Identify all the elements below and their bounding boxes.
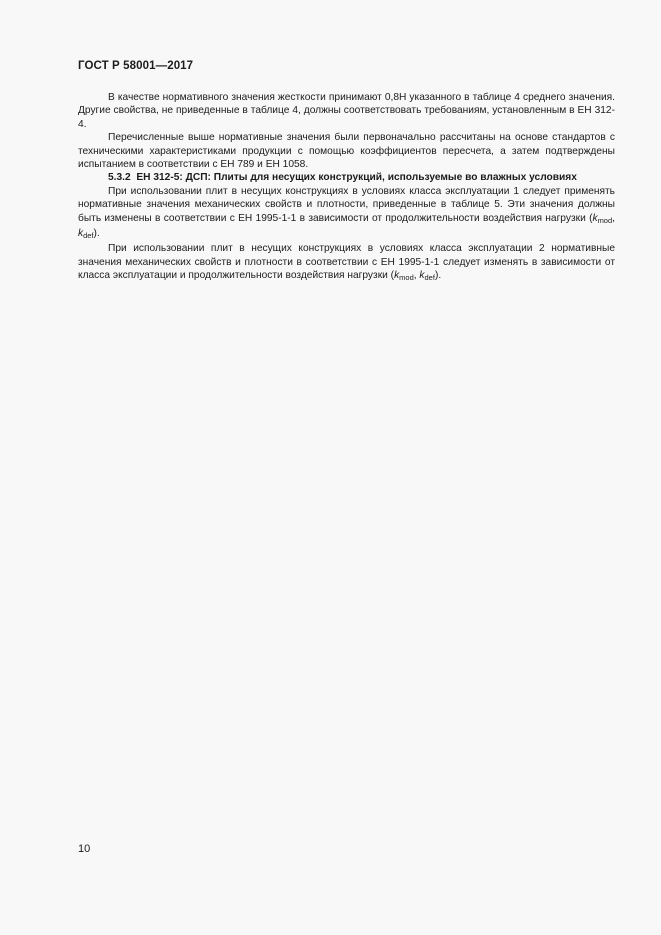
k-mod-subscript: mod	[399, 273, 414, 283]
k-def-subscript: def	[83, 231, 94, 241]
page-number: 10	[78, 843, 91, 855]
k-mod-symbol: k	[592, 212, 598, 224]
section-title: ЕН 312-5: ДСП: Плиты для несущих конструкций, используемые во влажных условиях	[136, 172, 577, 184]
paragraph-class-2	[78, 242, 615, 284]
section-heading	[78, 171, 615, 184]
closing: ).	[93, 228, 100, 240]
closing: ).	[434, 270, 442, 282]
k-mod-subscript: mod	[597, 215, 613, 225]
document-header: ГОСТ Р 58001—2017	[78, 60, 194, 72]
k-def-symbol: k	[419, 270, 425, 282]
k-def-symbol: k	[78, 228, 84, 240]
separator: ,	[612, 212, 615, 224]
k-mod-symbol: k	[394, 270, 400, 282]
paragraph-normative-values: Перечисленные выше нормативные значения были первоначально рассчитаны на основе стандартов с техническими характеристиками продукции с помощью коэффициентов пересчета, а затем подтверждены испытанием в соответствии с ЕН 789 и ЕН 1058.	[78, 132, 615, 171]
class-1-text: При использовании плит в несущих конструкциях в условиях класса эксплуатации 1 следует применять нормативные значения механических свойств и плотности, приведенные в таблице 5. Эти значения должны быть изменены в соответствии с ЕН 1995-1-1 в зависимости от продолжительности воздействия нагрузки (	[78, 185, 615, 224]
document-body	[78, 91, 615, 285]
separator: ,	[413, 270, 420, 282]
paragraph-class-1	[78, 185, 615, 243]
k-def-subscript: def	[424, 273, 435, 283]
paragraph-stiffness: В качестве нормативного значения жесткости принимают 0,8H указанного в таблице 4 среднего значения. Другие свойства, не приведенные в таблице 4, должны соответствовать требованиям, установленным в ЕН 312-4.	[78, 92, 615, 130]
section-number: 5.3.2	[108, 172, 131, 184]
class-2-text: При использовании плит в несущих конструкциях в условиях класса эксплуатации 2 нормативные значения механических свойств и плотности в соответствии с ЕН 1995-1-1 следует изменять в зависимости от класса эксплуатации и продолжительности воздействия нагрузки (	[78, 243, 615, 282]
